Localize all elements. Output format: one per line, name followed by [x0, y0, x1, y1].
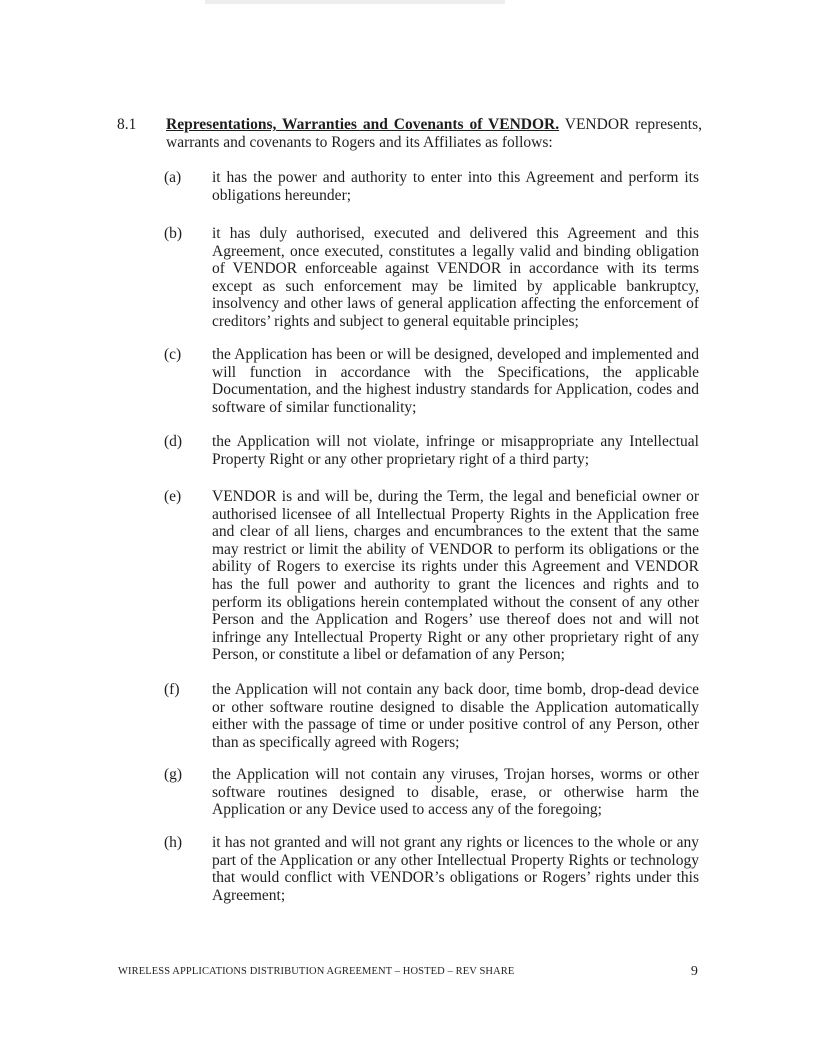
clause-label: (b)	[164, 225, 183, 242]
clause-text: it has not granted and will not grant any rights or licences to the whole or any part of the Application or any other Intellectual Property Rights or technology that would conflict with VENDOR’s obligations or Rogers’ rights under this Agreement;	[212, 834, 699, 904]
clause-h	[164, 834, 699, 904]
section-intro-paragraph	[166, 116, 702, 152]
clause-label: (c)	[164, 346, 182, 363]
clause-d	[164, 433, 699, 468]
clause-label: (d)	[164, 433, 183, 450]
clause-label: (f)	[164, 681, 180, 698]
clause-text: VENDOR is and will be, during the Term, the legal and beneficial owner or authorised licensee of all Intellectual Property Rights in the Application free and clear of all liens, charges and encumbrances to the extent that the same may restrict or limit the ability of VENDOR to perform its obligations or the ability of Rogers to exercise its rights under this Agreement and VENDOR has the full power and authority to grant the licences and rights and to perform its obligations herein contemplated without the consent of any other Person and the Application and Rogers’ use thereof does not and will not infringe any Intellectual Property Right or any other proprietary right of any Person, or constitute a libel or defamation of any Person;	[212, 488, 699, 664]
page-number: 9	[690, 964, 698, 979]
section-8-1	[117, 116, 702, 152]
clause-text: the Application will not contain any viruses, Trojan horses, worms or other software routines designed to disable, erase, or otherwise harm the Application or any Device used to access any of the foregoing;	[212, 766, 699, 819]
clause-b	[164, 225, 699, 331]
clause-f	[164, 681, 699, 751]
section-heading: Representations, Warranties and Covenants of VENDOR.	[166, 116, 560, 133]
clause-text: the Application will not contain any back door, time bomb, drop-dead device or other software routine designed to disable the Application automatically either with the passage of time or under positive control of any Person, other than as specifically agreed with Rogers;	[212, 681, 699, 751]
bleed-through-mark	[205, 0, 505, 4]
clause-text: it has the power and authority to enter into this Agreement and perform its obligations hereunder;	[212, 169, 699, 204]
section-intro-text: VENDOR represents, warrants and covenants to Rogers and its Affiliates as follows:	[166, 116, 702, 151]
clause-text: it has duly authorised, executed and delivered this Agreement and this Agreement, once executed, constitutes a legally valid and binding obligation of VENDOR enforceable against VENDOR in accordance with its terms except as such enforcement may be limited by applicable bankruptcy, insolvency and other laws of general application affecting the enforcement of creditors’ rights and subject to general equitable principles;	[212, 225, 699, 330]
clause-a	[164, 169, 699, 204]
footer-title: WIRELESS APPLICATIONS DISTRIBUTION AGREEMENT – HOSTED – REV SHARE	[118, 966, 515, 977]
clause-text: the Application has been or will be designed, developed and implemented and will function in accordance with the Specifications, the applicable Documentation, and the highest industry standards for Application, codes and software of similar functionality;	[212, 346, 699, 416]
clause-g	[164, 766, 699, 819]
clause-e	[164, 488, 699, 664]
clause-label: (g)	[164, 766, 183, 783]
section-number: 8.1	[117, 116, 137, 133]
clause-c	[164, 346, 699, 416]
clause-label: (a)	[164, 169, 182, 186]
clause-label: (e)	[164, 488, 182, 505]
clause-text: the Application will not violate, infringe or misappropriate any Intellectual Property Right or any other proprietary right of a third party;	[212, 433, 699, 468]
clause-label: (h)	[164, 834, 183, 851]
